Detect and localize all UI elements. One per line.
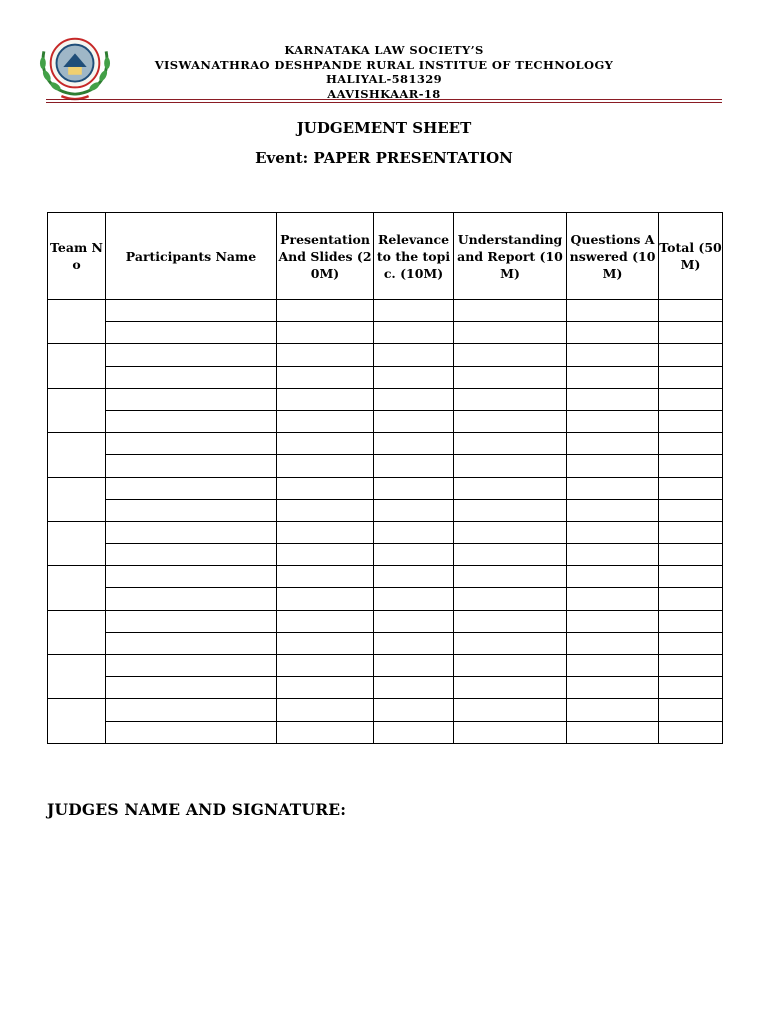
fest-name: AAVISHKAAR-18 [327, 86, 441, 101]
questions-cell [567, 344, 659, 366]
team-no-cell [48, 433, 106, 477]
understanding-cell [454, 677, 567, 699]
understanding-cell [454, 499, 567, 521]
relevance-cell [374, 521, 454, 543]
total-cell [659, 699, 723, 721]
team-no-cell [48, 300, 106, 344]
total-cell [659, 610, 723, 632]
relevance-cell [374, 566, 454, 588]
understanding-cell [454, 455, 567, 477]
questions-cell [567, 721, 659, 743]
participant-name-cell [106, 588, 277, 610]
presentation-cell [277, 721, 374, 743]
understanding-cell [454, 344, 567, 366]
team-no-cell [48, 655, 106, 699]
society-name: KARNATAKA LAW SOCIETY’S [284, 43, 484, 57]
presentation-cell [277, 544, 374, 566]
relevance-cell [374, 410, 454, 432]
questions-cell [567, 521, 659, 543]
total-cell [659, 388, 723, 410]
total-cell [659, 566, 723, 588]
understanding-cell [454, 588, 567, 610]
questions-cell [567, 610, 659, 632]
participant-name-cell [106, 322, 277, 344]
table-row [48, 477, 723, 499]
table-row [48, 699, 723, 721]
participant-name-cell [106, 300, 277, 322]
total-cell [659, 721, 723, 743]
presentation-cell [277, 344, 374, 366]
relevance-cell [374, 677, 454, 699]
total-cell [659, 455, 723, 477]
table-row [48, 655, 723, 677]
presentation-cell [277, 322, 374, 344]
understanding-cell [454, 410, 567, 432]
total-cell [659, 588, 723, 610]
participant-name-cell [106, 544, 277, 566]
participant-name-cell [106, 655, 277, 677]
table-row [48, 588, 723, 610]
understanding-cell [454, 433, 567, 455]
participant-name-cell [106, 455, 277, 477]
table-row [48, 632, 723, 654]
questions-cell [567, 300, 659, 322]
understanding-cell [454, 366, 567, 388]
presentation-cell [277, 632, 374, 654]
total-cell [659, 433, 723, 455]
presentation-cell [277, 521, 374, 543]
total-cell [659, 477, 723, 499]
total-cell [659, 366, 723, 388]
presentation-cell [277, 366, 374, 388]
questions-cell [567, 388, 659, 410]
team-no-cell [48, 477, 106, 521]
table-row [48, 566, 723, 588]
participant-name-cell [106, 632, 277, 654]
col-header-relevance: Relevance to the topic. (10M) [374, 213, 454, 300]
judgement-table [47, 212, 723, 744]
total-cell [659, 521, 723, 543]
presentation-cell [277, 455, 374, 477]
institute-name: VISWANATHRAO DESHPANDE RURAL INSTITUE OF TECHNOLOGY [154, 57, 614, 72]
table-body [48, 300, 723, 744]
table-row [48, 721, 723, 743]
table-row [48, 521, 723, 543]
col-header-presentation: Presentation And Slides (20M) [277, 213, 374, 300]
understanding-cell [454, 610, 567, 632]
questions-cell [567, 322, 659, 344]
presentation-cell [277, 699, 374, 721]
team-no-cell [48, 610, 106, 654]
understanding-cell [454, 566, 567, 588]
table-row [48, 322, 723, 344]
questions-cell [567, 677, 659, 699]
questions-cell [567, 588, 659, 610]
relevance-cell [374, 588, 454, 610]
table-row [48, 455, 723, 477]
participant-name-cell [106, 388, 277, 410]
total-cell [659, 655, 723, 677]
understanding-cell [454, 632, 567, 654]
col-header-team-no: Team No [48, 213, 106, 300]
team-no-cell [48, 566, 106, 610]
header-divider-top [46, 99, 722, 100]
presentation-cell [277, 610, 374, 632]
total-cell [659, 410, 723, 432]
questions-cell [567, 566, 659, 588]
presentation-cell [277, 410, 374, 432]
participant-name-cell [106, 566, 277, 588]
questions-cell [567, 455, 659, 477]
understanding-cell [454, 322, 567, 344]
event-name: Event: PAPER PRESENTATION [255, 149, 513, 167]
understanding-cell [454, 721, 567, 743]
table-row [48, 610, 723, 632]
participant-name-cell [106, 366, 277, 388]
relevance-cell [374, 433, 454, 455]
total-cell [659, 322, 723, 344]
relevance-cell [374, 344, 454, 366]
judges-signature-label: JUDGES NAME AND SIGNATURE: [47, 800, 347, 819]
presentation-cell [277, 588, 374, 610]
relevance-cell [374, 499, 454, 521]
relevance-cell [374, 632, 454, 654]
presentation-cell [277, 388, 374, 410]
relevance-cell [374, 366, 454, 388]
institute-address: HALIYAL-581329 [325, 72, 443, 86]
team-no-cell [48, 388, 106, 432]
questions-cell [567, 477, 659, 499]
questions-cell [567, 410, 659, 432]
relevance-cell [374, 300, 454, 322]
relevance-cell [374, 655, 454, 677]
total-cell [659, 677, 723, 699]
questions-cell [567, 632, 659, 654]
col-header-questions: Questions Answered (10M) [567, 213, 659, 300]
understanding-cell [454, 388, 567, 410]
questions-cell [567, 433, 659, 455]
participant-name-cell [106, 344, 277, 366]
understanding-cell [454, 544, 567, 566]
participant-name-cell [106, 610, 277, 632]
participant-name-cell [106, 477, 277, 499]
table-row [48, 344, 723, 366]
presentation-cell [277, 655, 374, 677]
presentation-cell [277, 300, 374, 322]
presentation-cell [277, 477, 374, 499]
understanding-cell [454, 699, 567, 721]
participant-name-cell [106, 410, 277, 432]
institution-logo [36, 30, 114, 102]
participant-name-cell [106, 721, 277, 743]
total-cell [659, 499, 723, 521]
total-cell [659, 300, 723, 322]
presentation-cell [277, 566, 374, 588]
relevance-cell [374, 544, 454, 566]
relevance-cell [374, 455, 454, 477]
participant-name-cell [106, 699, 277, 721]
relevance-cell [374, 721, 454, 743]
relevance-cell [374, 699, 454, 721]
col-header-understanding: Understanding and Report (10M) [454, 213, 567, 300]
table-row [48, 433, 723, 455]
table-row [48, 300, 723, 322]
total-cell [659, 344, 723, 366]
presentation-cell [277, 433, 374, 455]
team-no-cell [48, 699, 106, 743]
table-row [48, 677, 723, 699]
relevance-cell [374, 610, 454, 632]
participant-name-cell [106, 499, 277, 521]
team-no-cell [48, 344, 106, 388]
col-header-total: Total (50M) [659, 213, 723, 300]
questions-cell [567, 366, 659, 388]
participant-name-cell [106, 521, 277, 543]
presentation-cell [277, 677, 374, 699]
table-row [48, 388, 723, 410]
relevance-cell [374, 322, 454, 344]
presentation-cell [277, 499, 374, 521]
table-row [48, 499, 723, 521]
header-divider-bottom [46, 102, 722, 103]
understanding-cell [454, 300, 567, 322]
table-row [48, 366, 723, 388]
questions-cell [567, 655, 659, 677]
table-row [48, 410, 723, 432]
questions-cell [567, 499, 659, 521]
team-no-cell [48, 521, 106, 565]
understanding-cell [454, 477, 567, 499]
col-header-participants-name: Participants Name [106, 213, 277, 300]
understanding-cell [454, 521, 567, 543]
sheet-title: JUDGEMENT SHEET [296, 119, 472, 137]
questions-cell [567, 544, 659, 566]
institution-header [120, 43, 648, 101]
total-cell [659, 632, 723, 654]
relevance-cell [374, 388, 454, 410]
questions-cell [567, 699, 659, 721]
participant-name-cell [106, 433, 277, 455]
participant-name-cell [106, 677, 277, 699]
total-cell [659, 544, 723, 566]
understanding-cell [454, 655, 567, 677]
table-header-row [48, 213, 723, 300]
relevance-cell [374, 477, 454, 499]
table-row [48, 544, 723, 566]
